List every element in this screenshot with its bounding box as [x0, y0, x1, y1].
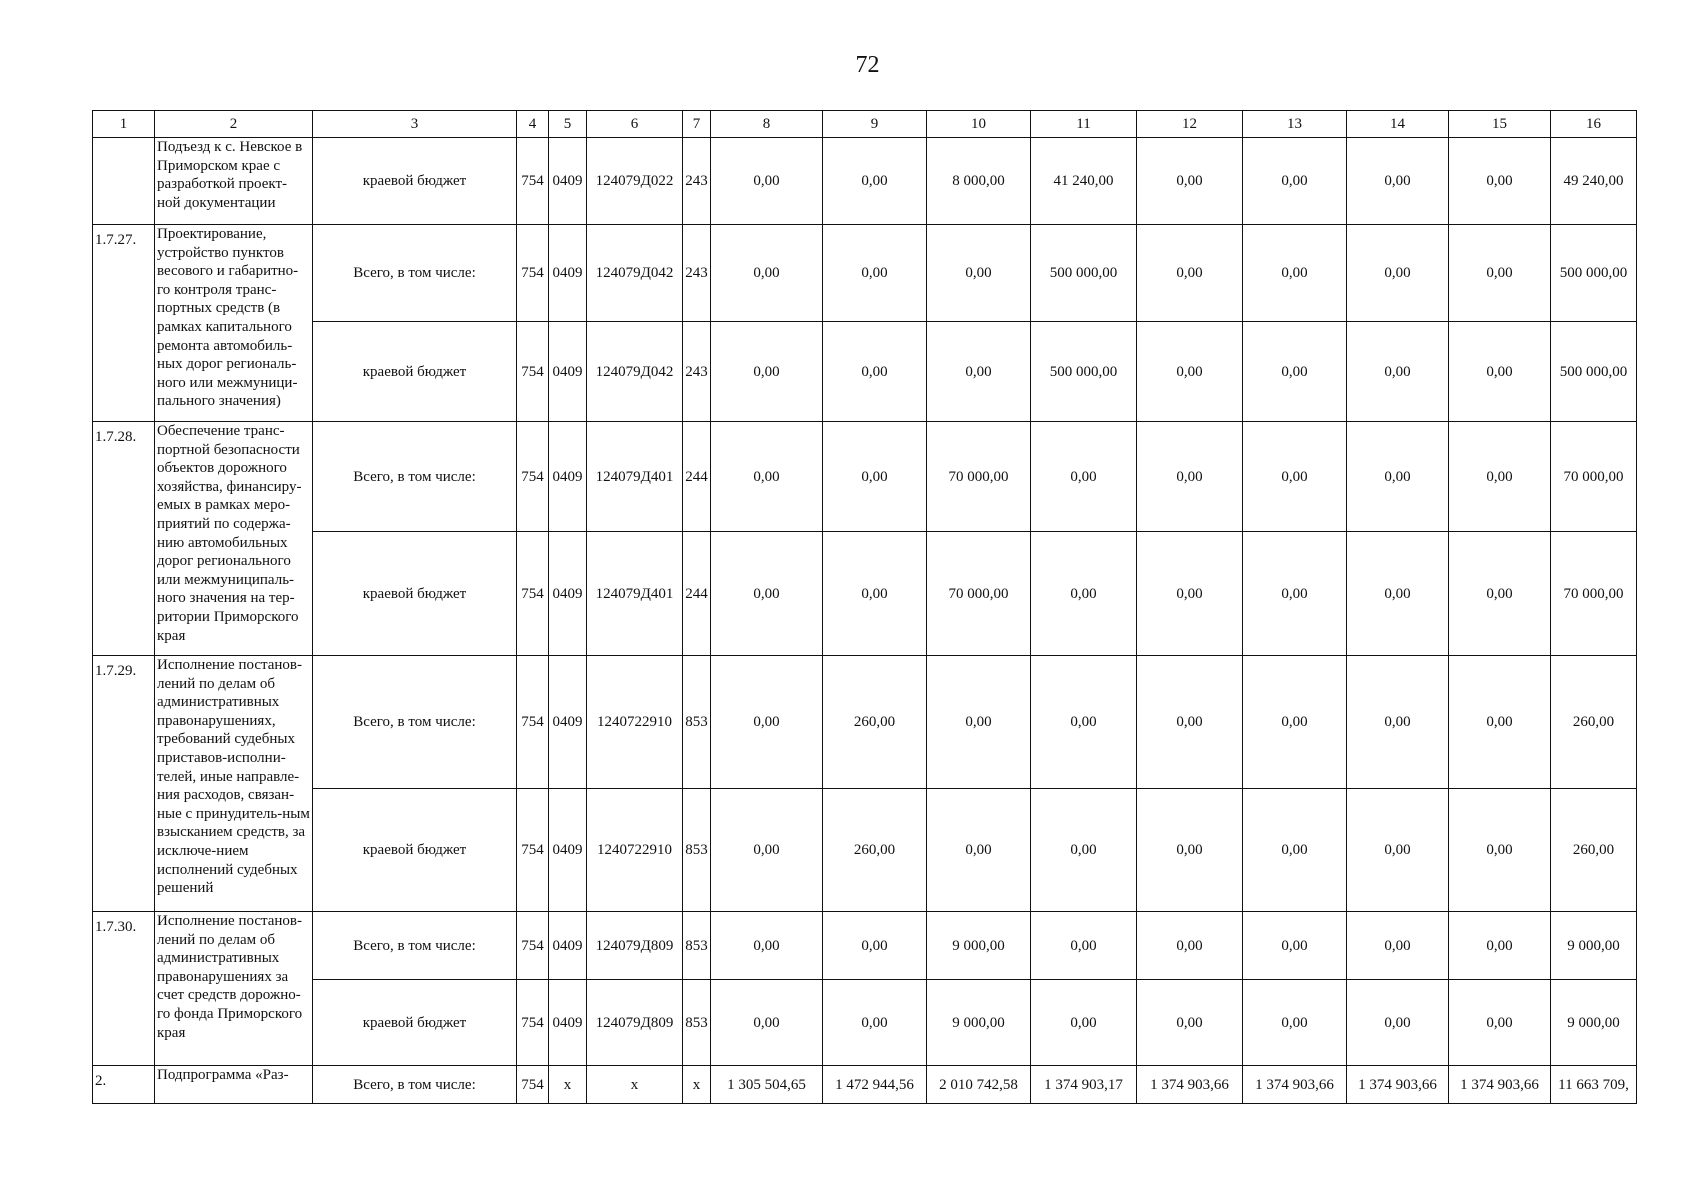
- column-header: 13: [1243, 111, 1347, 138]
- amount-cell: 0,00: [1449, 912, 1551, 980]
- amount-cell: 0,00: [1243, 422, 1347, 532]
- amount-cell: 500 000,00: [1551, 322, 1637, 422]
- table-row: [93, 532, 1637, 656]
- amount-cell: 0,00: [927, 225, 1031, 322]
- amount-cell: 0,00: [1449, 225, 1551, 322]
- funding-source: краевой бюджет: [313, 138, 517, 225]
- amount-cell: 0,00: [1137, 138, 1243, 225]
- amount-cell: 0,00: [1449, 980, 1551, 1066]
- amount-cell: 1 374 903,66: [1137, 1066, 1243, 1104]
- amount-cell: 0,00: [823, 422, 927, 532]
- amount-cell: 0,00: [711, 225, 823, 322]
- code-type: 853: [683, 789, 711, 912]
- code-gr: 754: [517, 980, 549, 1066]
- code-section: 0409: [549, 138, 587, 225]
- amount-cell: 0,00: [711, 138, 823, 225]
- amount-cell: 0,00: [1347, 912, 1449, 980]
- amount-cell: 9 000,00: [927, 980, 1031, 1066]
- amount-cell: 0,00: [1031, 912, 1137, 980]
- amount-cell: 2 010 742,58: [927, 1066, 1031, 1104]
- item-name: Обеспечение транс-портной безопасности объектов дорожного хозяйства, финансиру-емых в рамках меро-приятий по содержа-нию автомобильных дорог регионального или межмуниципаль-ного значения на тер-ритории Приморского края: [155, 422, 313, 656]
- amount-cell: 500 000,00: [1551, 225, 1637, 322]
- code-section: 0409: [549, 656, 587, 789]
- amount-cell: 0,00: [1347, 138, 1449, 225]
- amount-cell: 0,00: [1137, 422, 1243, 532]
- item-number: [93, 138, 155, 225]
- column-header: 11: [1031, 111, 1137, 138]
- amount-cell: 0,00: [1031, 422, 1137, 532]
- code-target: 124079Д401: [587, 532, 683, 656]
- table-row: [93, 1066, 1637, 1104]
- amount-cell: 41 240,00: [1031, 138, 1137, 225]
- code-type: 853: [683, 980, 711, 1066]
- amount-cell: 0,00: [711, 532, 823, 656]
- amount-cell: 0,00: [711, 912, 823, 980]
- column-header: 7: [683, 111, 711, 138]
- code-gr: 754: [517, 225, 549, 322]
- amount-cell: 70 000,00: [1551, 422, 1637, 532]
- funding-source: Всего, в том числе:: [313, 225, 517, 322]
- amount-cell: 0,00: [1449, 656, 1551, 789]
- amount-cell: 9 000,00: [927, 912, 1031, 980]
- column-header: 6: [587, 111, 683, 138]
- amount-cell: 0,00: [1243, 912, 1347, 980]
- amount-cell: 0,00: [711, 789, 823, 912]
- amount-cell: 0,00: [927, 322, 1031, 422]
- code-section: 0409: [549, 980, 587, 1066]
- amount-cell: 0,00: [823, 980, 927, 1066]
- table-row: [93, 980, 1637, 1066]
- amount-cell: 0,00: [1347, 980, 1449, 1066]
- funding-source: краевой бюджет: [313, 532, 517, 656]
- amount-cell: 0,00: [1347, 422, 1449, 532]
- funding-source: краевой бюджет: [313, 789, 517, 912]
- code-gr: 754: [517, 322, 549, 422]
- table-row: [93, 656, 1637, 789]
- amount-cell: 260,00: [1551, 656, 1637, 789]
- amount-cell: 0,00: [1347, 656, 1449, 789]
- amount-cell: 0,00: [711, 322, 823, 422]
- amount-cell: 1 374 903,66: [1449, 1066, 1551, 1104]
- amount-cell: 70 000,00: [1551, 532, 1637, 656]
- code-type: 243: [683, 138, 711, 225]
- code-section: 0409: [549, 532, 587, 656]
- column-header: 14: [1347, 111, 1449, 138]
- amount-cell: 0,00: [823, 225, 927, 322]
- amount-cell: 0,00: [1137, 532, 1243, 656]
- item-name: Подпрограмма «Раз-: [155, 1066, 313, 1104]
- amount-cell: 0,00: [1031, 532, 1137, 656]
- amount-cell: 0,00: [1347, 789, 1449, 912]
- amount-cell: 0,00: [823, 912, 927, 980]
- funding-source: Всего, в том числе:: [313, 422, 517, 532]
- amount-cell: 0,00: [1137, 789, 1243, 912]
- code-section: 0409: [549, 225, 587, 322]
- code-type: 853: [683, 656, 711, 789]
- amount-cell: 0,00: [1137, 225, 1243, 322]
- column-header: 3: [313, 111, 517, 138]
- amount-cell: 0,00: [1347, 322, 1449, 422]
- amount-cell: 0,00: [1449, 532, 1551, 656]
- amount-cell: 49 240,00: [1551, 138, 1637, 225]
- code-target: 124079Д809: [587, 980, 683, 1066]
- amount-cell: 500 000,00: [1031, 225, 1137, 322]
- item-number: 1.7.30.: [93, 912, 155, 1066]
- table-row: [93, 138, 1637, 225]
- amount-cell: 0,00: [711, 422, 823, 532]
- amount-cell: 0,00: [1243, 138, 1347, 225]
- amount-cell: 0,00: [823, 532, 927, 656]
- code-type: 244: [683, 422, 711, 532]
- amount-cell: 0,00: [1449, 322, 1551, 422]
- amount-cell: 8 000,00: [927, 138, 1031, 225]
- item-name: Исполнение постанов-лений по делам об административных правонарушениях, требований судебных приставов-исполни-телей, иные направле-ния расходов, связан-ные с принудитель-ным взысканием средств, за исключе-нием исполнений судебных решений: [155, 656, 313, 912]
- amount-cell: 0,00: [1449, 138, 1551, 225]
- code-section: 0409: [549, 912, 587, 980]
- amount-cell: 0,00: [927, 656, 1031, 789]
- code-gr: 754: [517, 789, 549, 912]
- column-header: 4: [517, 111, 549, 138]
- table-row: [93, 422, 1637, 532]
- amount-cell: 0,00: [1243, 225, 1347, 322]
- column-header: 1: [93, 111, 155, 138]
- amount-cell: 70 000,00: [927, 532, 1031, 656]
- amount-cell: 500 000,00: [1031, 322, 1137, 422]
- budget-table: [92, 110, 1637, 1104]
- amount-cell: 0,00: [1031, 656, 1137, 789]
- amount-cell: 0,00: [1449, 422, 1551, 532]
- column-header: 12: [1137, 111, 1243, 138]
- amount-cell: 0,00: [1137, 980, 1243, 1066]
- funding-source: Всего, в том числе:: [313, 1066, 517, 1104]
- code-target: 124079Д042: [587, 225, 683, 322]
- item-name: Исполнение постанов-лений по делам об административных правонарушениях за счет средств дорожно-го фонда Приморского края: [155, 912, 313, 1066]
- code-target: 124079Д401: [587, 422, 683, 532]
- table-row: [93, 322, 1637, 422]
- amount-cell: 0,00: [1031, 789, 1137, 912]
- amount-cell: 0,00: [1347, 532, 1449, 656]
- amount-cell: 0,00: [1347, 225, 1449, 322]
- amount-cell: 0,00: [823, 138, 927, 225]
- item-name: Проектирование, устройство пунктов весового и габаритно-го контроля транс-портных средств (в рамках капитального ремонта автомобиль-ных дорог региональ-ного или межмуници-пального значения): [155, 225, 313, 422]
- column-header: 10: [927, 111, 1031, 138]
- amount-cell: 11 663 709,: [1551, 1066, 1637, 1104]
- code-section: 0409: [549, 422, 587, 532]
- code-target: 124079Д809: [587, 912, 683, 980]
- code-target: 1240722910: [587, 656, 683, 789]
- amount-cell: 0,00: [1243, 656, 1347, 789]
- code-target: x: [587, 1066, 683, 1104]
- column-header: 8: [711, 111, 823, 138]
- amount-cell: 70 000,00: [927, 422, 1031, 532]
- column-header: 15: [1449, 111, 1551, 138]
- amount-cell: 1 374 903,17: [1031, 1066, 1137, 1104]
- amount-cell: 1 374 903,66: [1347, 1066, 1449, 1104]
- table-row: [93, 912, 1637, 980]
- column-header: 2: [155, 111, 313, 138]
- amount-cell: 0,00: [823, 322, 927, 422]
- amount-cell: 0,00: [1243, 322, 1347, 422]
- column-header: 5: [549, 111, 587, 138]
- column-header: 16: [1551, 111, 1637, 138]
- code-gr: 754: [517, 1066, 549, 1104]
- amount-cell: 0,00: [1031, 980, 1137, 1066]
- item-number: 1.7.28.: [93, 422, 155, 656]
- funding-source: Всего, в том числе:: [313, 912, 517, 980]
- code-gr: 754: [517, 912, 549, 980]
- code-type: 244: [683, 532, 711, 656]
- column-number-row: [93, 111, 1637, 138]
- item-number: 1.7.27.: [93, 225, 155, 422]
- code-target: 124079Д042: [587, 322, 683, 422]
- amount-cell: 260,00: [1551, 789, 1637, 912]
- amount-cell: 260,00: [823, 789, 927, 912]
- code-gr: 754: [517, 422, 549, 532]
- code-gr: 754: [517, 138, 549, 225]
- table-row: [93, 225, 1637, 322]
- funding-source: Всего, в том числе:: [313, 656, 517, 789]
- amount-cell: 0,00: [1137, 322, 1243, 422]
- page-number: 72: [855, 52, 880, 78]
- amount-cell: 9 000,00: [1551, 980, 1637, 1066]
- code-target: 1240722910: [587, 789, 683, 912]
- amount-cell: 0,00: [711, 980, 823, 1066]
- amount-cell: 0,00: [1137, 656, 1243, 789]
- column-header: 9: [823, 111, 927, 138]
- amount-cell: 0,00: [1449, 789, 1551, 912]
- amount-cell: 0,00: [927, 789, 1031, 912]
- amount-cell: 1 472 944,56: [823, 1066, 927, 1104]
- item-number: 1.7.29.: [93, 656, 155, 912]
- funding-source: краевой бюджет: [313, 980, 517, 1066]
- amount-cell: 0,00: [711, 656, 823, 789]
- code-section: 0409: [549, 322, 587, 422]
- code-section: 0409: [549, 789, 587, 912]
- item-name: Подъезд к с. Невское в Приморском крае с разработкой проект-ной документации: [155, 138, 313, 225]
- amount-cell: 0,00: [1243, 789, 1347, 912]
- amount-cell: 0,00: [1137, 912, 1243, 980]
- code-gr: 754: [517, 532, 549, 656]
- code-gr: 754: [517, 656, 549, 789]
- funding-source: краевой бюджет: [313, 322, 517, 422]
- amount-cell: 1 305 504,65: [711, 1066, 823, 1104]
- table-row: [93, 789, 1637, 912]
- amount-cell: 0,00: [1243, 532, 1347, 656]
- code-type: 243: [683, 322, 711, 422]
- code-section: x: [549, 1066, 587, 1104]
- item-number: 2.: [93, 1066, 155, 1104]
- code-type: 243: [683, 225, 711, 322]
- amount-cell: 1 374 903,66: [1243, 1066, 1347, 1104]
- amount-cell: 260,00: [823, 656, 927, 789]
- amount-cell: 9 000,00: [1551, 912, 1637, 980]
- code-type: x: [683, 1066, 711, 1104]
- code-target: 124079Д022: [587, 138, 683, 225]
- code-type: 853: [683, 912, 711, 980]
- amount-cell: 0,00: [1243, 980, 1347, 1066]
